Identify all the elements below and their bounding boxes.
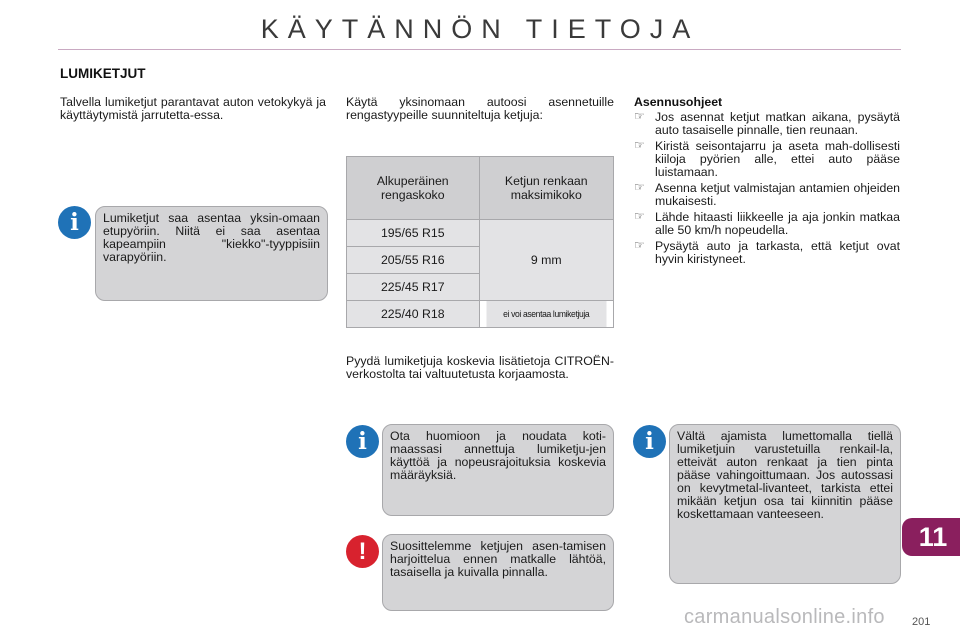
info-note-front-wheels (95, 206, 328, 301)
pointing-hand-icon: ☞ (634, 238, 645, 252)
table-row (347, 301, 614, 328)
info-icon: i (633, 425, 666, 458)
page-number: 201 (912, 616, 931, 628)
table-row (347, 220, 614, 247)
page-header-title: KÄYTÄNNÖN TIETOJA (260, 14, 700, 44)
pointing-hand-icon: ☞ (634, 209, 645, 223)
info-note-text: Vältä ajamista lumettomalla tiellä lumiketjuin varustetuilla renkail-la, etteivät auton renkaat ja tien pinta pääse vahingoittumaan. Jos autossasi on kevytmetal-livanteet, tarkista ettei mikään ketjun osa tai kiinnitin pääse koskettamaan vanteeseen. (677, 429, 893, 521)
warning-note-practice (382, 534, 614, 611)
pointing-hand-icon: ☞ (634, 109, 645, 123)
table-header-original-size: Alkuperäinen rengaskoko (347, 157, 480, 220)
info-note-regulations (382, 424, 614, 516)
list-item: ☞ Kiristä seisontajarru ja aseta mah-dollisesti kiiloja pyörien alle, ettei auto pääse luistamaan. (634, 138, 900, 179)
tyre-chain-table (346, 156, 614, 328)
list-item: ☞ Lähde hitaasti liikkeelle ja aja jonkin matkaa alle 50 km/h nopeudella. (634, 209, 900, 237)
info-icon: i (58, 206, 91, 239)
network-paragraph: Pyydä lumiketjuja koskevia lisätietoja CITROËN-verkostolta tai valtuutetusta korjaamosta. (346, 354, 614, 381)
intro-paragraph: Talvella lumiketjut parantavat auton vetokykyä ja käyttäytymistä jarrutetta-essa. (60, 95, 326, 122)
warning-icon: ! (346, 535, 379, 568)
header-divider (58, 49, 901, 50)
installation-subtitle: Asennusohjeet (634, 95, 723, 109)
info-note-text: Lumiketjut saa asentaa yksin-omaan etupyöriin. Niitä ei saa asentaa kapeampiin "kiekko"-tyyppisiin varapyöriin. (103, 211, 320, 264)
section-title: LUMIKETJUT (60, 66, 146, 81)
warning-note-text: Suosittelemme ketjujen asen-tamisen harjoittelua ennen matkalle lähtöä, tasaisella ja kuivalla pinnalla. (390, 539, 606, 579)
chain-type-paragraph: Käytä yksinomaan autoosi asennetuille rengastyypeille suunniteltuja ketjuja: (346, 95, 614, 122)
list-item: ☞ Asenna ketjut valmistajan antamien ohjeiden mukaisesti. (634, 180, 900, 208)
table-header-max-size: Ketjun renkaan maksimikoko (479, 157, 614, 220)
info-note-alloy-wheels (669, 424, 901, 584)
table-cell-shared-max: 9 mm (479, 220, 614, 301)
table-cell-size: 195/65 R15 (347, 220, 480, 247)
list-item: ☞ Jos asennat ketjut matkan aikana, pysäytä auto tasaiselle pinnalle, tien reunaan. (634, 109, 900, 137)
table-cell-size: 225/40 R18 (347, 301, 480, 328)
table-cell-size: 225/45 R17 (347, 274, 480, 301)
table-header-row (347, 157, 614, 220)
watermark: carmanualsonline.info (684, 606, 885, 628)
installation-steps (634, 111, 900, 269)
info-icon: i (346, 425, 379, 458)
chapter-tab: 11 (902, 518, 960, 556)
info-note-text: Ota huomioon ja noudata koti-maassasi annettuja lumiketju-jen käyttöä ja nopeusrajoituksia koskevia määräyksiä. (390, 429, 606, 482)
list-item: ☞ Pysäytä auto ja tarkasta, että ketjut ovat hyvin kiristyneet. (634, 238, 900, 266)
pointing-hand-icon: ☞ (634, 138, 645, 152)
table-cell-size: 205/55 R16 (347, 247, 480, 274)
table-cell-max: ei voi asentaa lumiketjuja (486, 301, 607, 328)
pointing-hand-icon: ☞ (634, 180, 645, 194)
